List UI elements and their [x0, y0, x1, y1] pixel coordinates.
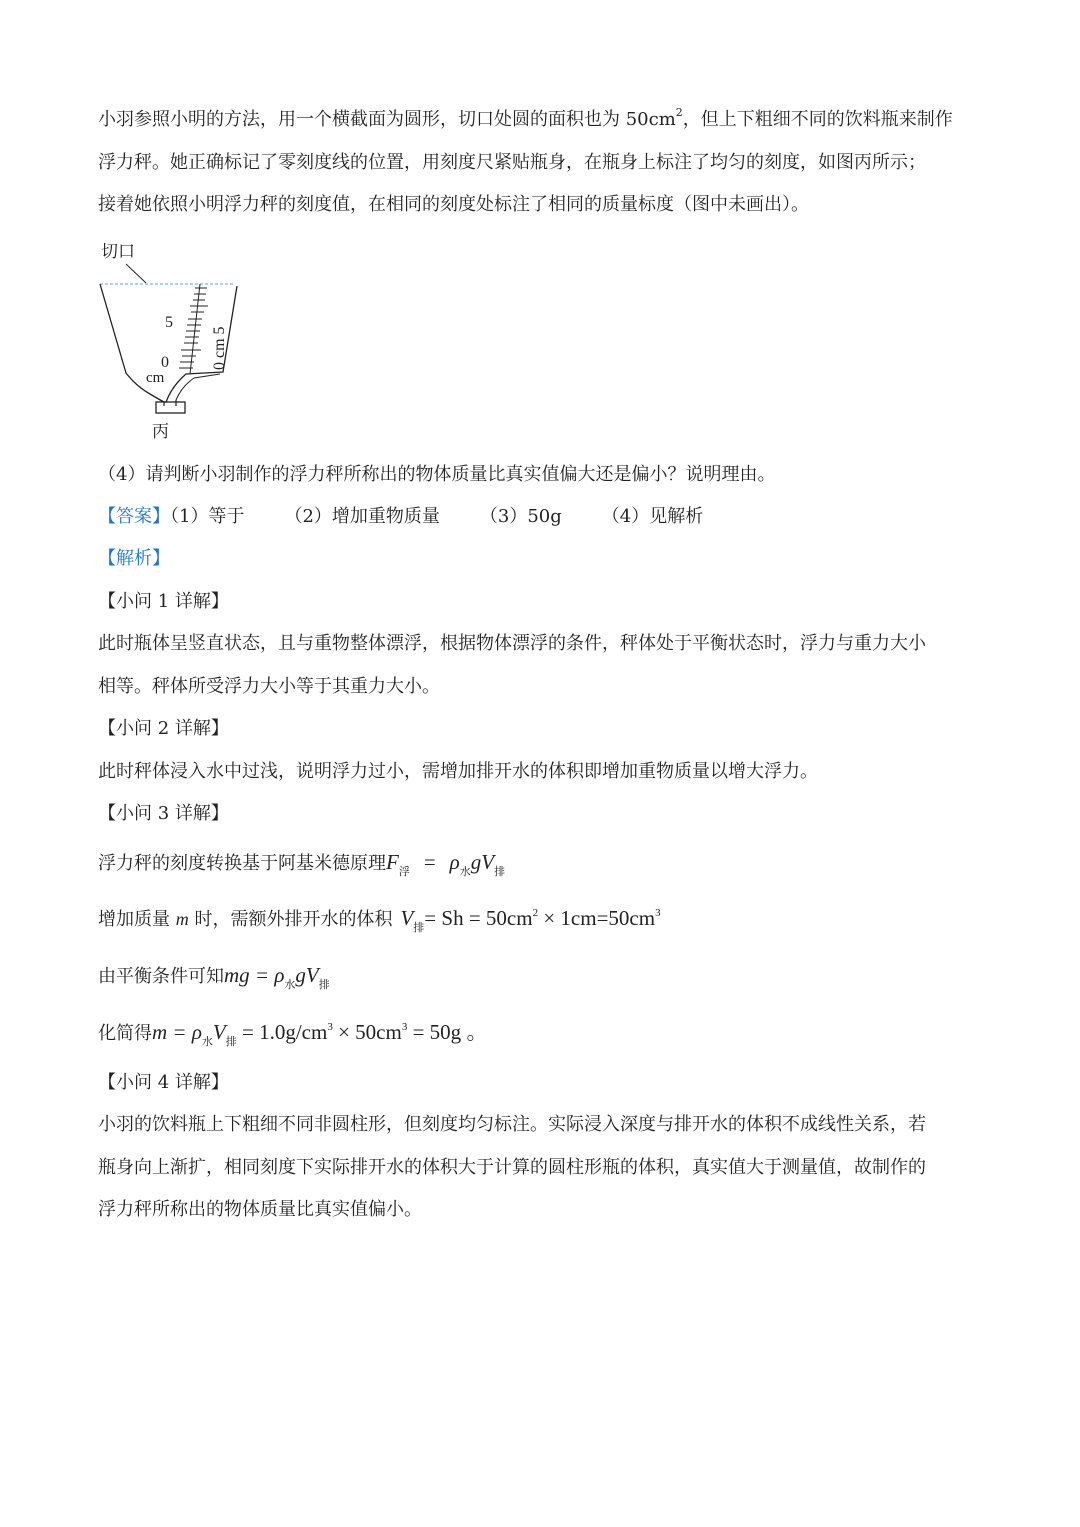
intro-line-2: 浮力秤。她正确标记了零刻度线的位置，用刻度尺紧贴瓶身，在瓶身上标注了均匀的刻度，如图丙所示； — [98, 152, 926, 173]
answer-4: （4）见解析 — [601, 506, 704, 527]
section-4-line-3: 浮力秤所称出的物体质量比真实值偏小。 — [98, 1199, 422, 1220]
section-3-line-2: 增加质量 m 时，需额外排开水的体积 $V_排= Sh = 50cm^2 \times 1cm=50cm^3$ — [98, 906, 661, 934]
section-2-title: 【小问 2 详解】 — [98, 718, 229, 739]
section-4-line-1: 小羽的饮料瓶上下粗细不同非圆柱形，但刻度均匀标注。实际浸入深度与排开水的体积不成线性关系，若 — [98, 1114, 926, 1135]
balance-formula: mg = $\rho_水gV_排$ — [224, 963, 330, 991]
scale-label-0: 0 — [161, 354, 169, 371]
answer-3: （3）50g — [479, 506, 562, 527]
scale-label-unit: cm — [146, 370, 165, 386]
cut-pointer — [126, 264, 146, 283]
answer-2: （2）增加重物质量 — [284, 506, 440, 527]
scale-label-5: 5 — [165, 314, 173, 331]
intro-line-1: 小羽参照小明的方法，用一个横截面为圆形，切口处圆的面积也为 $50cm^2$，但上下粗细不同的饮料瓶来制作 — [98, 106, 953, 130]
section-3-line-3: 由平衡条件可知mg = $\rho_水gV_排$ — [98, 963, 330, 991]
answer-1: （1）等于 — [170, 506, 245, 527]
bottle-scale-figure — [90, 234, 250, 446]
section-3-line-4: 化简得$m = \rho_水V_排 = 1.0g/cm^3 \times 50cm^3 = 50g$ 。 — [98, 1020, 488, 1048]
archimedes-formula: $F_浮 = \rho_水gV_排$ — [386, 850, 506, 878]
scale-ticks — [179, 288, 208, 368]
section-4-title: 【小问 4 详解】 — [98, 1072, 229, 1093]
simplified-formula: $m = \rho_水V_排 = 1.0g/cm^3 \times 50cm^3 = 50g$ 。 — [152, 1020, 488, 1048]
section-3-line-1: 浮力秤的刻度转换基于阿基米德原理$F_浮 = \rho_水gV_排$ — [98, 850, 506, 878]
volume-formula: $V_排= Sh = 50cm^2 \times 1cm=50cm^3$ — [400, 906, 661, 934]
section-3-title: 【小问 3 详解】 — [98, 803, 229, 824]
ruler-label: 0 cm 5 — [211, 326, 228, 370]
question-4: （4）请判断小羽制作的浮力秤所称出的物体质量比真实值偏大还是偏小？说明理由。 — [98, 464, 776, 485]
section-2-line-1: 此时秤体浸入水中过浅，说明浮力过小，需增加排开水的体积即增加重物质量以增大浮力。 — [98, 761, 818, 782]
intro-line-3: 接着她依照小明浮力秤的刻度值，在相同的刻度处标注了相同的质量标度（图中未画出）。 — [98, 194, 809, 215]
section-1-title: 【小问 1 详解】 — [98, 591, 229, 612]
scale-axis — [190, 284, 200, 374]
section-1-line-1: 此时瓶体呈竖直状态，且与重物整体漂浮，根据物体漂浮的条件，秤体处于平衡状态时，浮力与重力大小 — [98, 633, 926, 654]
answer-line — [98, 505, 703, 529]
answer-label: 【答案】 — [98, 506, 170, 527]
section-1-line-2: 相等。秤体所受浮力大小等于其重力大小。 — [98, 676, 440, 697]
section-4-line-2: 瓶身向上渐扩，相同刻度下实际排开水的体积大于计算的圆柱形瓶的体积，真实值大于测量值，故制作的 — [98, 1157, 926, 1178]
cut-label: 切口 — [101, 242, 135, 261]
analysis-label: 【解析】 — [98, 548, 170, 569]
bottle-cap — [156, 402, 185, 413]
figure-caption: 丙 — [152, 422, 169, 441]
